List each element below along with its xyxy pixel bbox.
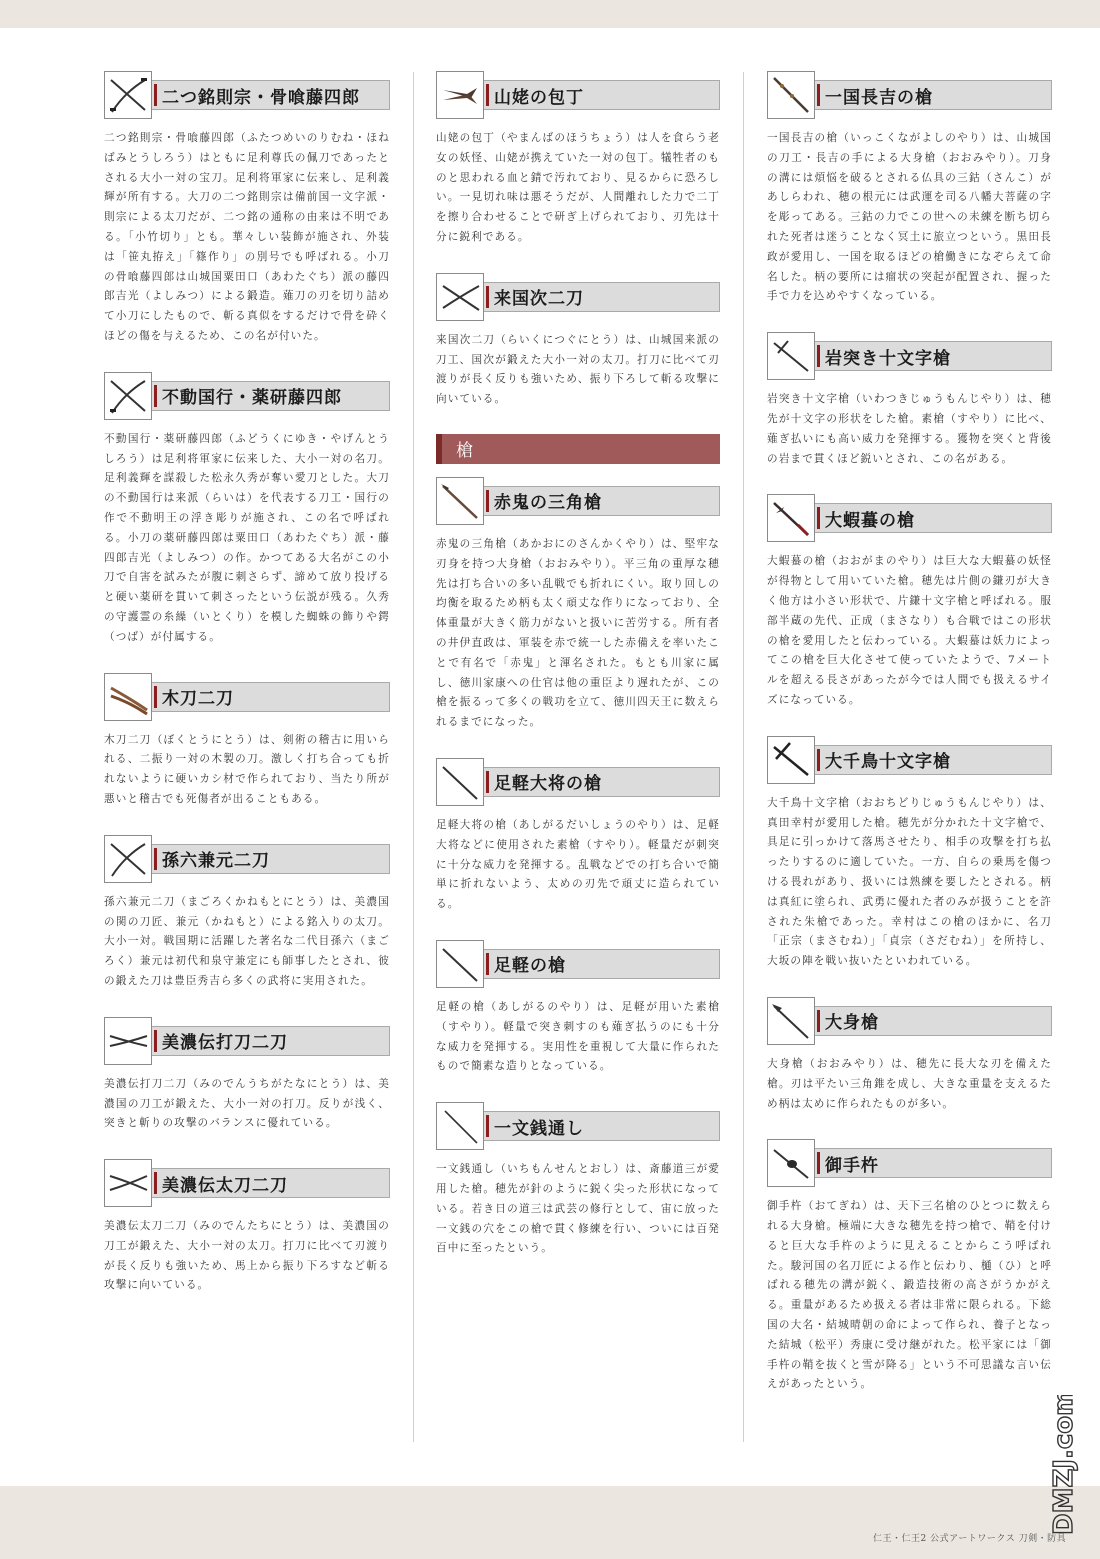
entry-ashigaru-taishou xyxy=(436,757,720,915)
entry-body: 孫六兼元二刀（まごろくかねもとにとう）は、美濃国の関の刀匠、兼元（かねもと）による銘入りの太刀。大小一対。戦国期に活躍した著名な二代目孫六（まごろく）兼元は初代和泉守兼定にも師事したとされ、彼の鍛えた刀は豊臣秀吉ら多くの武将に実用された。 xyxy=(104,895,390,987)
entry-title-bar xyxy=(482,1111,720,1141)
cross-spear-icon xyxy=(767,332,815,380)
spear-icon xyxy=(436,1102,484,1150)
entry-ikkoku xyxy=(767,70,1052,307)
entry-body: 二つ銘則宗・骨喰藤四郎（ふたつめいのりむね・ほねばみとうしろう）はともに足利尊氏の佩刀であったとされる大小一対の宝刀。足利将軍家に伝来し、足利義輝が所有する。大刀の二つ銘則宗は備前国一文字派・則宗による太刀だが、二つ銘の通称の由来は不明である。「小竹切り」とも。華々しい装飾が施され、外装は「笹丸拵え」「篠作り」の別号でも呼ばれる。小刀の骨喰藤四郎は山城国粟田口（あわたぐち）派の藤四郎吉光（よしみつ）による鍛造。薙刀の刃を切り詰めて小刀にしたもので、斬る真似をするだけで骨を砕くほどの傷を与えるため、この名が付いた。 xyxy=(104,132,390,342)
column-2 xyxy=(436,70,720,1283)
entry-body: 大身槍（おおみやり）は、穂先に長大な刃を備えた槍。刃は平たい三角錐を成し、大きな重量を支えるため柄は太めに作られたものが多い。 xyxy=(767,1057,1052,1110)
entry-body: 足軽の槍（あしがるのやり）は、足軽が用いた素槍（すやり）。軽量で突き刺すのも薙ぎ払うのにも十分な威力を発揮する。実用性を重視して大量に作られたもので簡素な造りとなっている。 xyxy=(436,1000,720,1073)
page-footer: 仁王・仁王2 公式アートワークス 刀剣・防具 xyxy=(873,1534,1067,1544)
entry-title: 二つ銘則宗・骨喰藤四郎 xyxy=(162,87,360,108)
column-3 xyxy=(767,70,1052,1419)
entry-magoroku xyxy=(104,834,390,992)
entry-body: 足軽大将の槍（あしがるだいしょうのやり）は、足軽大将などに使用された素槍（すやり）。軽量だが刺突に十分な威力を発揮する。乱戦などでの打ち合いで簡単に折れないよう、太めの刃先で頑丈に造られている。 xyxy=(436,818,720,911)
spear-icon xyxy=(436,758,484,806)
twin-swords-icon xyxy=(104,71,152,119)
entry-futatsumei xyxy=(104,70,390,347)
twin-swords-icon xyxy=(436,273,484,321)
entry-title: 美濃伝太刀二刀 xyxy=(162,1175,288,1196)
twin-cleavers-icon xyxy=(436,71,484,119)
entry-body: 赤鬼の三角槍（あかおにのさんかくやり）は、堅牢な刃身を持つ大身槍（おおみやり）。平三角の重厚な穂先は打ち合いの多い乱戦でも折れにくい。取り回しの均衡を取るため柄も太く頑丈な作りになっており、全体重量が大きく筋力がないと扱いに苦労する。所有者の井伊直政は、軍装を赤で統一した赤備えを率いたことで有名で「赤鬼」と渾名された。もとも川家に属し、徳川家康への仕官は他の重臣より遅れたが、この槍を振るって多くの戦功を立て、徳川四天王に数えられるまでになった。 xyxy=(436,537,720,729)
entry-title-bar xyxy=(813,341,1052,371)
watermark-text: DMZJ.com xyxy=(1049,1395,1079,1535)
entry-raikunitsugu xyxy=(436,272,720,410)
entry-title: 大蝦蟇の槍 xyxy=(825,510,915,531)
column-1 xyxy=(104,70,390,1320)
entry-title-bar xyxy=(482,767,720,797)
entry-oogama xyxy=(767,493,1052,710)
watermark-logo xyxy=(1040,1395,1090,1545)
spear-icon xyxy=(767,997,815,1045)
entry-body: 木刀二刀（ぼくとうにとう）は、剣術の稽古に用いられる、二振り一対の木製の刀。激しく打ち合っても折れないように硬いカシ材で作られており、当たり所が悪いと稽古でも死傷者が出ることもある。 xyxy=(104,733,390,805)
wooden-swords-icon xyxy=(104,673,152,721)
entry-body: 御手杵（おてぎね）は、天下三名槍のひとつに数えられる大身槍。極端に大きな穂先を持つ槍で、鞘を付けると巨大な手杵のように見えることからこう呼ばれた。駿河国の名刀匠による作と伝わり、樋（ひ）と呼ばれる穂先の溝が鋭く、鍛造技術の高さがうかがえる。重量があるため扱える者は非常に限られる。下総国の大名・結城晴朝の命によって作られ、養子となった結城（松平）秀康に受け継がれた。松平家には「御手杵の鞘を抜くと雪が降る」という不可思議な言い伝えがあったという。 xyxy=(767,1200,1052,1391)
category-label: 槍 xyxy=(456,441,473,462)
entry-body: 不動国行・薬研藤四郎（ふどうくにゆき・やげんとうしろう）は足利将軍家に伝来した、大小一対の名刀。足利義輝を謀殺した松永久秀が奪い愛刀とした。大刀の不動国行は来派（らいは）を代表する刀工・国行の作で不動明王の浮き彫りが施され、この名で呼ばれる。小刀の薬研藤四郎は粟田口（あわたぐち）派・藤四郎吉光（よしみつ）の作。かつてある大名がこの小刀で自害を試みたが腹に刺さらず、諦めて放り投げると硬い薬研を貫いて刺さったという伝説が残る。久秀の守護霊の糸繰（いとくり）を模した蜘蛛の飾りや鍔（つば）が付属する。 xyxy=(104,432,390,643)
entry-akaoni xyxy=(436,476,720,733)
entry-title-bar xyxy=(813,745,1052,775)
entry-title: 大千鳥十文字槍 xyxy=(825,752,951,773)
entry-oomi xyxy=(767,996,1052,1114)
entry-title: 不動国行・薬研藤四郎 xyxy=(162,388,342,409)
entry-title-bar xyxy=(813,1148,1052,1178)
entry-title-bar xyxy=(150,80,390,110)
entry-iwatsuki xyxy=(767,331,1052,469)
entry-title-bar xyxy=(150,844,390,874)
entry-title-bar xyxy=(813,1006,1052,1036)
entry-body: 大千鳥十文字槍（おおちどりじゅうもんじやり）は、真田幸村が愛用した槍。穂先が分かれた十文字槍で、具足に引っかけて落馬させたり、相手の攻撃を打ち払ったりするのに適していた。一方、自らの乗馬を傷つける畏れがあり、扱いには熟練を要したとされる。柄は真紅に塗られ、武勇に優れた者のみが扱うことを許された朱槍であった。幸村はこの槍のほかに、名刀「正宗（まさむね）」「貞宗（さだむね）」を所持し、大坂の陣を戦い抜いたといわれている。 xyxy=(767,796,1052,968)
entry-title: 一文銭通し xyxy=(494,1118,584,1139)
entry-title: 山姥の包丁 xyxy=(494,87,584,108)
entry-title: 美濃伝打刀二刀 xyxy=(162,1033,288,1054)
category-header-spear xyxy=(436,434,720,464)
entry-title-bar xyxy=(813,80,1052,110)
entry-ashigaru xyxy=(436,939,720,1077)
entry-title-bar xyxy=(482,949,720,979)
column-divider xyxy=(743,72,744,1442)
entry-title: 足軽大将の槍 xyxy=(494,774,602,795)
entry-body: 美濃伝打刀二刀（みのでんうちがたなにとう）は、美濃国の刀工が鍛えた、大小一対の打刀。反りが浅く、突きと斬りの攻撃のバランスに優れている。 xyxy=(104,1077,390,1130)
entry-title: 赤鬼の三角槍 xyxy=(494,493,602,514)
entry-body: 一文銭通し（いちもんせんとおし）は、斎藤道三が愛用した槍。穂先が針のように鋭く尖った形状になっている。若き日の道三は武芸の修行として、宙に放った一文銭の穴をこの槍で貫く修練を行い、ついには百発百中に至ったという。 xyxy=(436,1163,720,1255)
entry-yamanba xyxy=(436,70,720,248)
top-paper-band xyxy=(0,0,1100,28)
twin-swords-icon xyxy=(104,835,152,883)
entry-title: 来国次二刀 xyxy=(494,289,584,310)
entry-title: 孫六兼元二刀 xyxy=(162,851,270,872)
entry-title: 岩突き十文字槍 xyxy=(825,348,951,369)
entry-title-bar xyxy=(482,80,720,110)
hooked-spear-icon xyxy=(767,494,815,542)
entry-bokutou xyxy=(104,672,390,810)
entry-body: 山姥の包丁（やまんばのほうちょう）は人を食らう老女の妖怪、山姥が携えていた一対の包丁。犠牲者のものと思われる血と錆で汚れており、見るからに恐ろしい。一見切れ味は悪そうだが、人間離れした力で二丁を擦り合わせることで研ぎ上げられており、刃先は十分に鋭利である。 xyxy=(436,132,720,243)
cross-spear-icon xyxy=(767,736,815,784)
entry-title-bar xyxy=(813,503,1052,533)
twin-swords-icon xyxy=(104,372,152,420)
entry-body: 美濃伝太刀二刀（みのでんたちにとう）は、美濃国の刀工が鍛えた、大小一対の太刀。打刀に比べて刃渡りが長く反りも強いため、馬上から振り下ろすなど斬る攻撃に向いている。 xyxy=(104,1220,390,1292)
entry-ichimonsen xyxy=(436,1101,720,1259)
column-divider xyxy=(413,72,414,1442)
entry-fudou xyxy=(104,371,390,648)
twin-swords-icon xyxy=(104,1159,152,1207)
ornate-spear-icon xyxy=(767,71,815,119)
entry-otegine xyxy=(767,1138,1052,1395)
twin-swords-icon xyxy=(104,1017,152,1065)
entry-title-bar xyxy=(150,1026,390,1056)
entry-body: 岩突き十文字槍（いわつきじゅうもんじやり）は、穂先が十文字の形状をした槍。素槍（すやり）に比べ、薙ぎ払いにも高い威力を発揮する。獲物を突くと背後の岩まで貫くほど鋭いとされ、この名がある。 xyxy=(767,393,1052,465)
pestle-spear-icon xyxy=(767,1139,815,1187)
entry-title: 御手杵 xyxy=(825,1155,879,1176)
spear-icon xyxy=(436,940,484,988)
entry-title-bar xyxy=(482,486,720,516)
spear-icon xyxy=(436,477,484,525)
entry-title-bar xyxy=(150,682,390,712)
entry-title-bar xyxy=(150,381,390,411)
entry-body: 一国長吉の槍（いっこくながよしのやり）は、山城国の刀工・長吉の手による大身槍（おおみやり）。刀身の溝には煩悩を破るとされる仏具の三鈷（さんこ）があしらわれ、穂の根元には武運を司る八幡大菩薩の字を彫ってある。三鈷の力でこの世への未練を断ち切られた死者は迷うことなく冥土に旅立つという。黒田長政が愛用し、一国を取るほどの槍働きになぞらえて命名した。柄の要所には瘤状の突起が配置され、握った手で力を込めやすくなっている。 xyxy=(767,132,1052,303)
entry-oochidori xyxy=(767,735,1052,972)
entry-title-bar xyxy=(482,282,720,312)
entry-minoden-tachi xyxy=(104,1158,390,1296)
entry-body: 大蝦蟇の槍（おおがまのやり）は巨大な大蝦蟇の妖怪が得物として用いていた槍。穂先は片側の鎌刃が大きく他方は小さい形状で、片鎌十文字槍と呼ばれる。服部半蔵の先代、正成（まさなり）も合戦ではこの形状の槍を愛用したと伝わっている。大蝦蟇は妖力によってこの槍を巨大化させて使っていたようで、7メートルを超える長さがあったが今では人間でも扱えるサイズになっている。 xyxy=(767,555,1052,706)
entry-body: 来国次二刀（らいくにつぐにとう）は、山城国来派の刀工、国次が鍛えた大小一対の太刀。打刀に比べて刃渡りが長く反りも強いため、振り下ろして斬る攻撃に向いている。 xyxy=(436,333,720,406)
entry-title: 木刀二刀 xyxy=(162,689,234,710)
entry-title-bar xyxy=(150,1168,390,1198)
entry-title: 足軽の槍 xyxy=(494,956,566,977)
entry-title: 大身槍 xyxy=(825,1013,879,1034)
entry-title: 一国長吉の槍 xyxy=(825,87,933,108)
bottom-paper-band xyxy=(0,1486,1100,1559)
entry-minoden-uchigatana xyxy=(104,1016,390,1134)
